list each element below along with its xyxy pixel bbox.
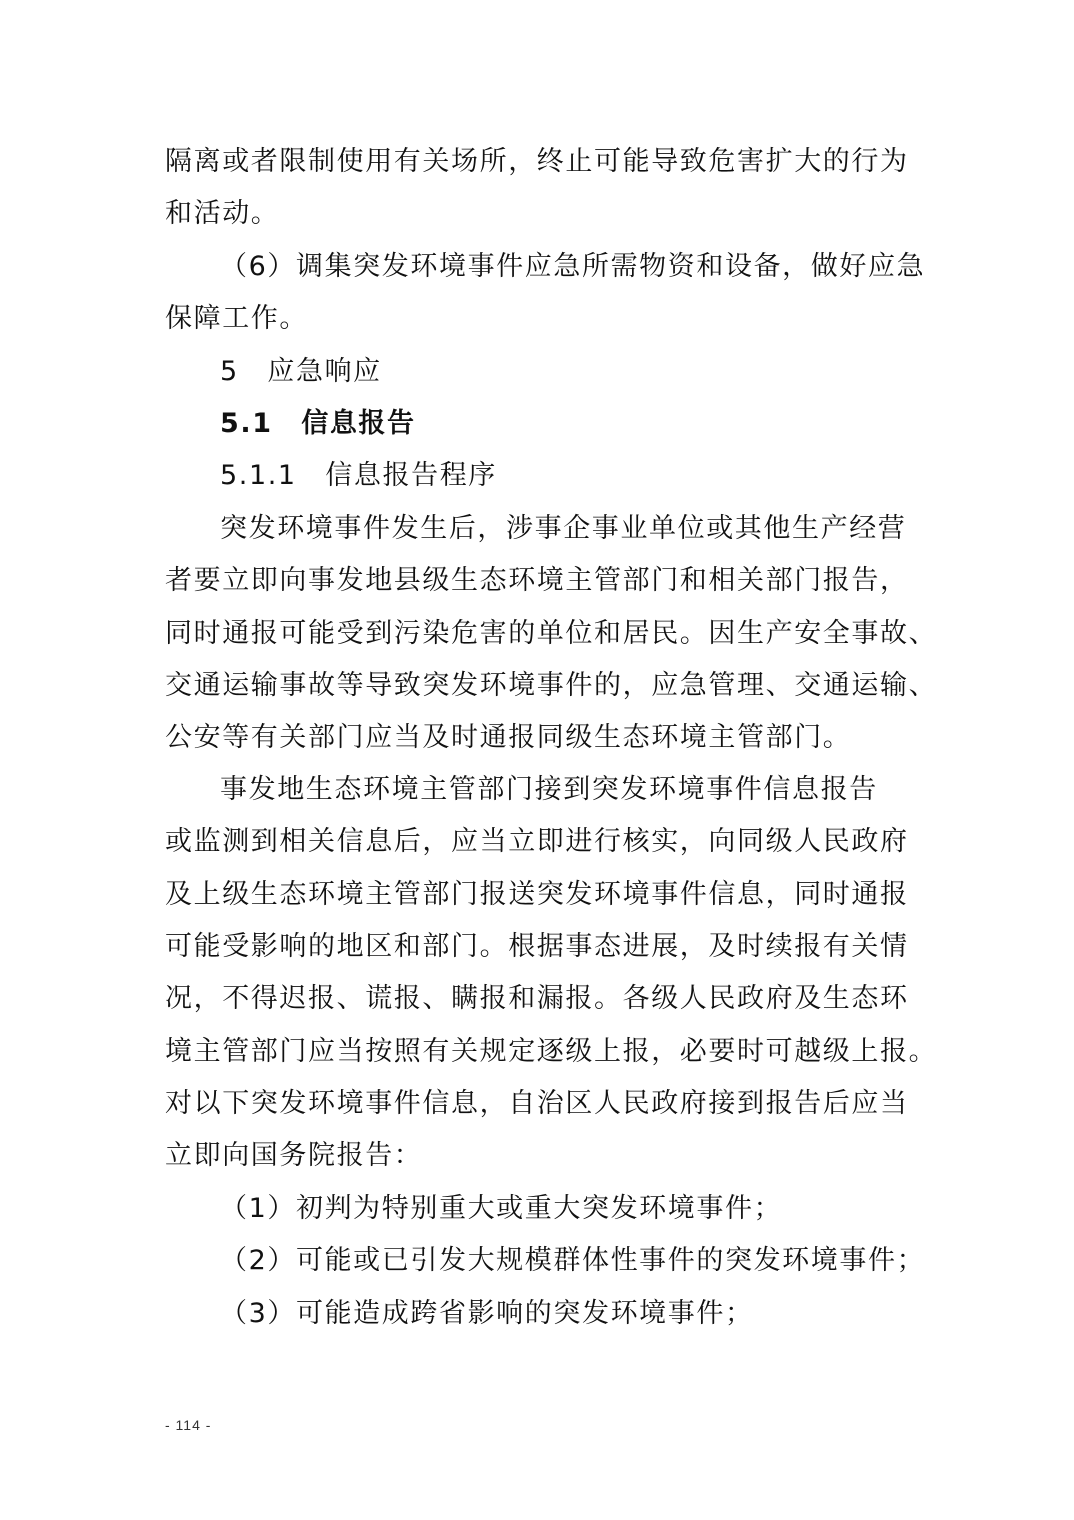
list-item: （2）可能或已引发大规模群体性事件的突发环境事件； <box>220 1245 926 1276</box>
text-line: 公安等有关部门应当及时通报同级生态环境主管部门。 <box>165 722 852 753</box>
subsection-heading: 5.1 信息报告 <box>220 408 416 439</box>
subsubsection-heading: 5.1.1 信息报告程序 <box>220 460 497 491</box>
list-item: （3）可能造成跨省影响的突发环境事件； <box>220 1298 754 1329</box>
text-line: 况，不得迟报、谎报、瞒报和漏报。各级人民政府及生态环 <box>165 983 909 1014</box>
text-line: 或监测到相关信息后，应当立即进行核实，向同级人民政府 <box>165 826 909 857</box>
text-line: 及上级生态环境主管部门报送突发环境事件信息，同时通报 <box>165 879 909 910</box>
text-line: 和活动。 <box>165 198 280 229</box>
text-line: 事发地生态环境主管部门接到突发环境事件信息报告 <box>220 774 878 805</box>
text-line: 保障工作。 <box>165 303 308 334</box>
text-line: 隔离或者限制使用有关场所，终止可能导致危害扩大的行为 <box>165 146 909 177</box>
text-line: 突发环境事件发生后，涉事企事业单位或其他生产经营 <box>220 513 907 544</box>
text-line: 者要立即向事发地县级生态环境主管部门和相关部门报告， <box>165 565 909 596</box>
text-line: 同时通报可能受到污染危害的单位和居民。因生产安全事故、 <box>165 618 938 649</box>
section-heading: 5 应急响应 <box>220 356 382 387</box>
list-item: （1）初判为特别重大或重大突发环境事件； <box>220 1193 783 1224</box>
text-line: 对以下突发环境事件信息，自治区人民政府接到报告后应当 <box>165 1088 909 1119</box>
text-line: 立即向国务院报告： <box>165 1140 423 1171</box>
text-line: （6）调集突发环境事件应急所需物资和设备，做好应急 <box>220 251 926 282</box>
text-line: 可能受影响的地区和部门。根据事态进展，及时续报有关情 <box>165 931 909 962</box>
page-number: - 114 - <box>165 1417 212 1433</box>
text-line: 境主管部门应当按照有关规定逐级上报，必要时可越级上报。 <box>165 1036 938 1067</box>
text-line: 交通运输事故等导致突发环境事件的，应急管理、交通运输、 <box>165 670 938 701</box>
